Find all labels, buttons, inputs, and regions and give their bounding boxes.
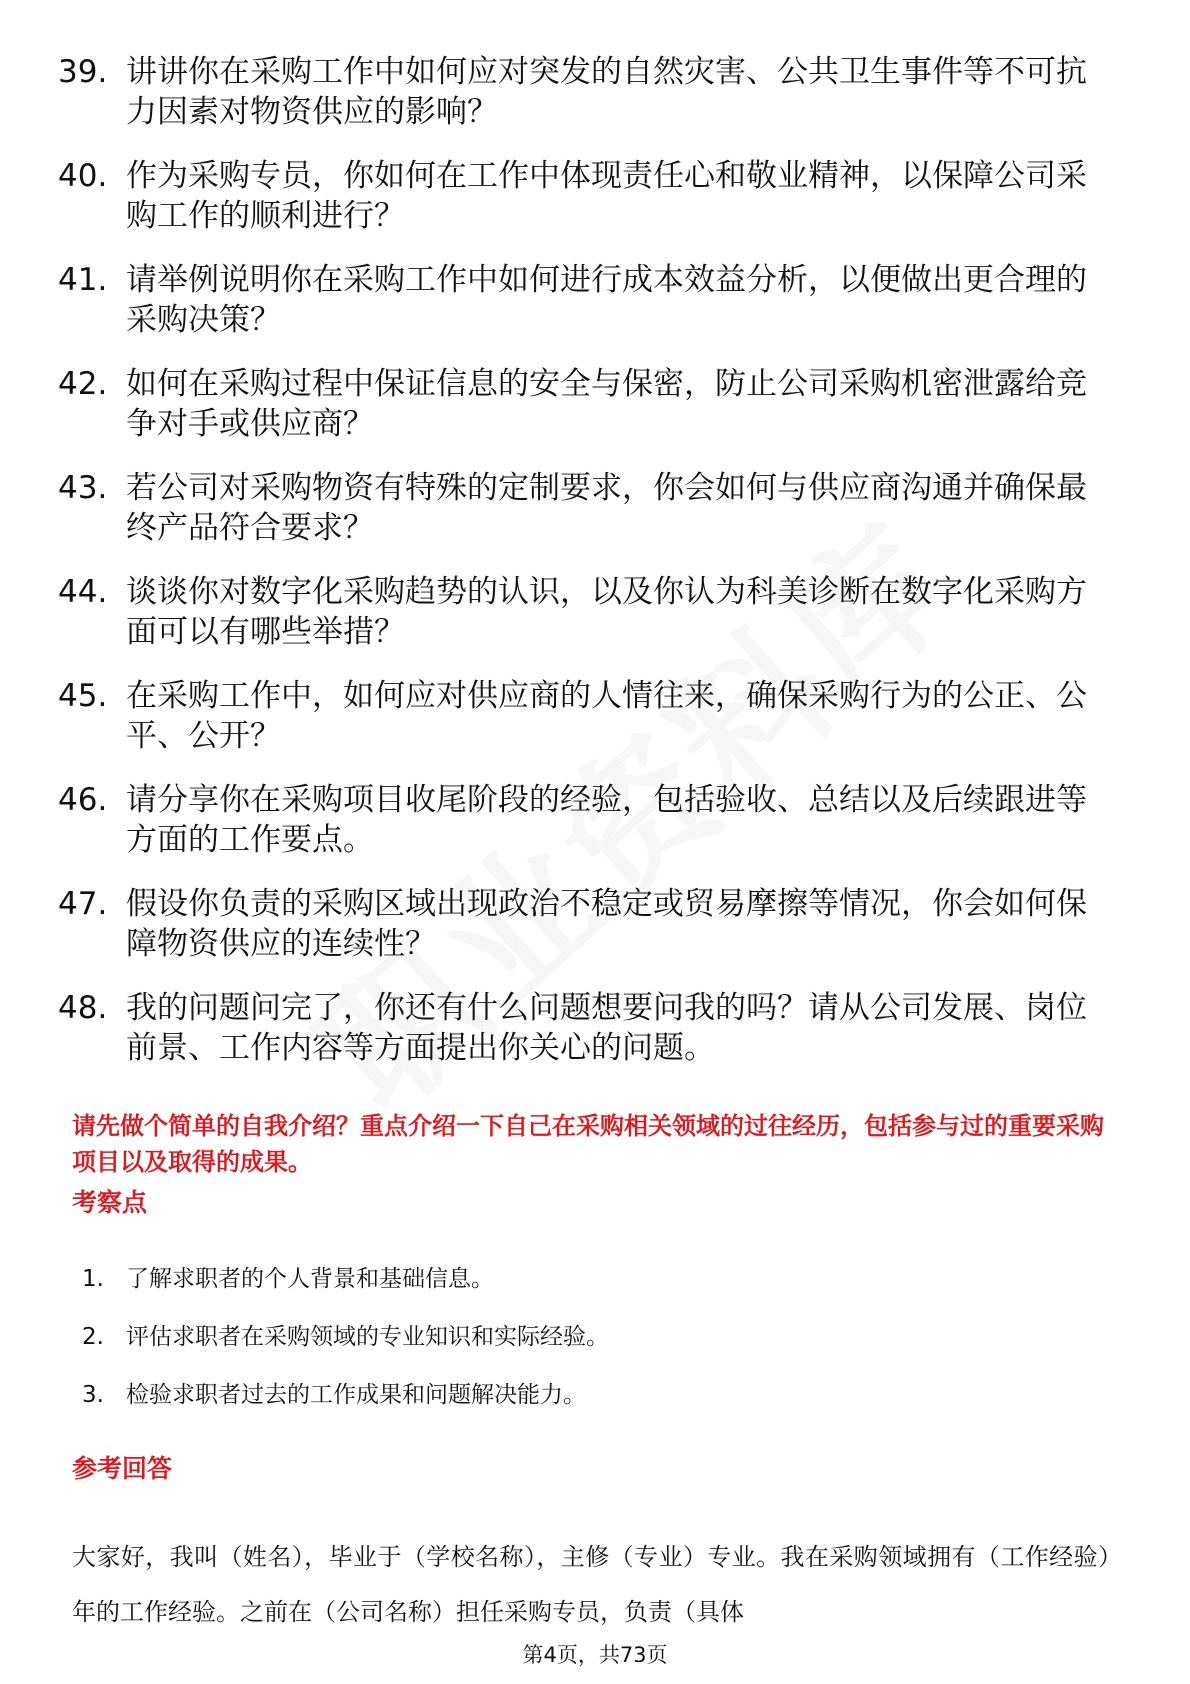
point-number: 1. bbox=[82, 1266, 104, 1292]
reference-title: 参考回答 bbox=[72, 1454, 173, 1483]
question-text: 若公司对采购物资有特殊的定制要求，你会如何与供应商沟通并确保最终产品符合要求？ bbox=[126, 470, 1087, 546]
point-text: 了解求职者的个人背景和基础信息。 bbox=[126, 1266, 494, 1292]
list-item bbox=[58, 676, 1118, 780]
list-item bbox=[82, 1320, 609, 1378]
question-number: 45. bbox=[58, 678, 108, 714]
list-item bbox=[58, 156, 1118, 260]
list-item bbox=[58, 260, 1118, 364]
point-number: 3. bbox=[82, 1382, 104, 1408]
question-text: 假设你负责的采购区域出现政治不稳定或贸易摩擦等情况，你会如何保障物资供应的连续性？ bbox=[126, 886, 1087, 962]
question-text: 作为采购专员，你如何在工作中体现责任心和敬业精神，以保障公司采购工作的顺利进行？ bbox=[126, 158, 1087, 234]
question-text: 请举例说明你在采购工作中如何进行成本效益分析，以便做出更合理的采购决策？ bbox=[126, 262, 1087, 338]
list-item bbox=[82, 1262, 609, 1320]
list-item bbox=[82, 1378, 609, 1436]
reference-answer: 大家好，我叫（姓名），毕业于（学校名称），主修（专业）专业。我在采购领域拥有（工作经验）年的工作经验。之前在（公司名称）担任采购专员，负责（具体 bbox=[72, 1543, 1122, 1626]
point-text: 评估求职者在采购领域的专业知识和实际经验。 bbox=[126, 1324, 609, 1350]
list-item bbox=[58, 988, 1118, 1092]
list-item bbox=[58, 364, 1118, 468]
list-item bbox=[58, 884, 1118, 988]
question-text: 在采购工作中，如何应对供应商的人情往来，确保采购行为的公正、公平、公开？ bbox=[126, 678, 1087, 754]
inspection-points bbox=[82, 1262, 609, 1436]
list-item bbox=[58, 572, 1118, 676]
question-text: 谈谈你对数字化采购趋势的认识，以及你认为科美诊断在数字化采购方面可以有哪些举措？ bbox=[126, 574, 1087, 650]
question-number: 47. bbox=[58, 886, 108, 922]
question-number: 46. bbox=[58, 782, 108, 818]
question-number: 43. bbox=[58, 470, 108, 506]
question-number: 48. bbox=[58, 990, 108, 1026]
question-number: 44. bbox=[58, 574, 108, 610]
question-text: 请分享你在采购项目收尾阶段的经验，包括验收、总结以及后续跟进等方面的工作要点。 bbox=[126, 782, 1087, 858]
question-number: 40. bbox=[58, 158, 108, 194]
inspection-title: 考察点 bbox=[72, 1188, 148, 1217]
point-number: 2. bbox=[82, 1324, 104, 1350]
question-number: 42. bbox=[58, 366, 108, 402]
list-item bbox=[58, 468, 1118, 572]
list-item bbox=[58, 52, 1118, 156]
question-number: 39. bbox=[58, 54, 108, 90]
question-list bbox=[58, 52, 1118, 1092]
question-text: 我的问题问完了，你还有什么问题想要问我的吗？请从公司发展、岗位前景、工作内容等方面提出你关心的问题。 bbox=[126, 990, 1087, 1066]
question-number: 41. bbox=[58, 262, 108, 298]
list-item bbox=[58, 780, 1118, 884]
question-text: 讲讲你在采购工作中如何应对突发的自然灾害、公共卫生事件等不可抗力因素对物资供应的影响？ bbox=[126, 54, 1087, 130]
page-number: 第4页，共73页 bbox=[522, 1643, 668, 1667]
highlight-question: 请先做个简单的自我介绍？重点介绍一下自己在采购相关领域的过往经历，包括参与过的重要采购项目以及取得的成果。 bbox=[72, 1112, 1104, 1176]
point-text: 检验求职者过去的工作成果和问题解决能力。 bbox=[126, 1382, 586, 1408]
question-text: 如何在采购过程中保证信息的安全与保密，防止公司采购机密泄露给竞争对手或供应商？ bbox=[126, 366, 1087, 442]
